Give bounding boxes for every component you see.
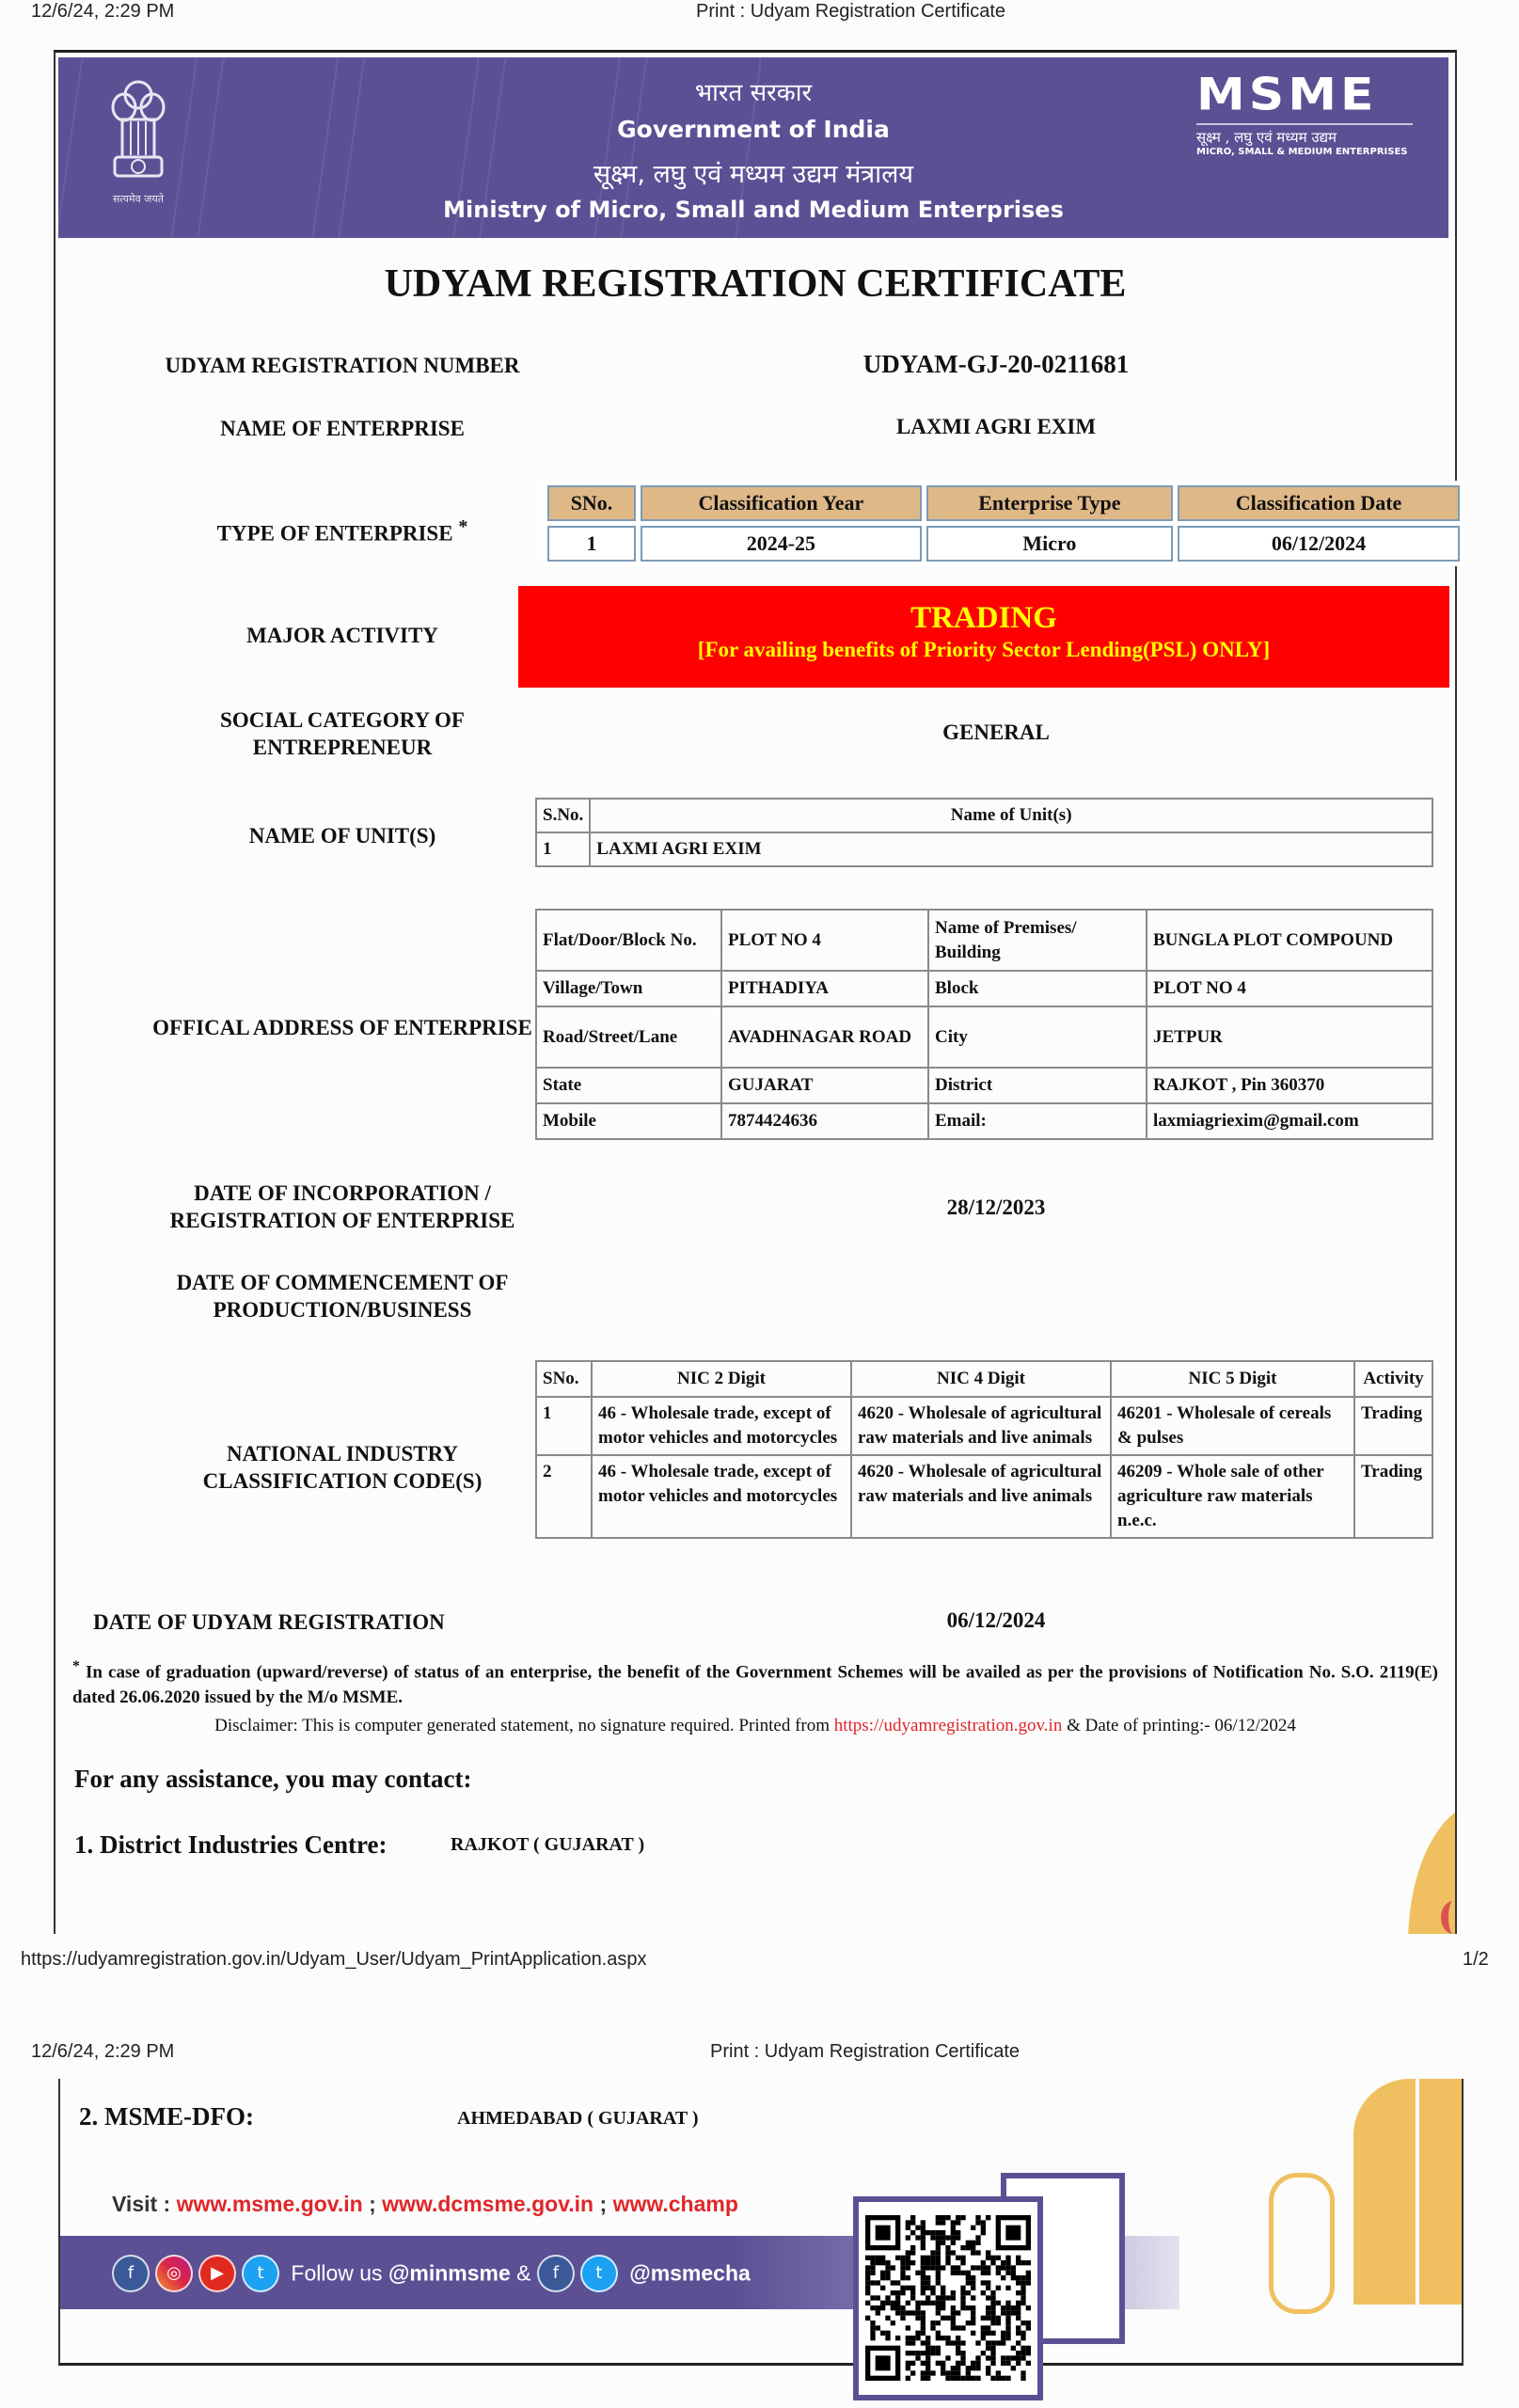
banner-hindi-govt: भारत सरकार	[694, 79, 813, 107]
champions-site-link[interactable]: www.champ	[612, 2192, 738, 2216]
handle-msmechampions[interactable]: @msmecha	[629, 2260, 751, 2286]
commencement-label	[84, 1269, 601, 1323]
classification-sno: 1	[547, 526, 636, 562]
address-value: RAJKOT , Pin 360370	[1147, 1068, 1432, 1103]
address-label: OFFICAL ADDRESS OF ENTERPRISE	[152, 1016, 532, 1039]
address-value: BUNGLA PLOT COMPOUND	[1147, 910, 1432, 971]
commencement-label-line1: DATE OF COMMENCEMENT OF	[176, 1271, 509, 1294]
address-value: GUJARAT	[721, 1068, 928, 1103]
nic-table	[535, 1360, 1433, 1539]
social-category-label	[84, 706, 601, 761]
nic-activity: Trading	[1354, 1455, 1432, 1538]
certificate-frame	[54, 50, 1457, 1934]
handle-minmsme[interactable]: @minmsme	[388, 2260, 511, 2286]
footnote	[72, 1654, 1438, 1710]
disclaimer-text: Disclaimer: This is computer generated statement, no signature required. Printed from	[214, 1716, 834, 1735]
decorative-line	[1416, 2079, 1419, 2305]
footnote-mark: *	[72, 1658, 80, 1674]
classification-year: 2024-25	[641, 526, 922, 562]
udyam-date-label	[93, 1608, 554, 1636]
registration-number-label: UDYAM REGISTRATION NUMBER	[165, 354, 520, 377]
msme-logo-text: MSME	[1196, 70, 1378, 120]
address-row	[536, 1006, 1432, 1068]
units-header: S.No.	[536, 799, 590, 832]
nic-4-digit: 4620 - Wholesale of agricultural raw materials and live animals	[851, 1455, 1111, 1538]
print-datetime-page2: 12/6/24, 2:29 PM	[31, 2041, 175, 2062]
incorporation-date: 28/12/2023	[946, 1196, 1046, 1219]
visit-line: Visit : www.msme.gov.in ; www.dcmsme.gov.in ; www.champ	[112, 2192, 738, 2216]
address-value: JETPUR	[1147, 1006, 1432, 1068]
instagram-icon[interactable]: ◎	[155, 2255, 193, 2292]
twitter-icon[interactable]: t	[580, 2255, 618, 2292]
nic-label-line2: CLASSIFICATION CODE(S)	[202, 1469, 483, 1493]
classification-header: Enterprise Type	[926, 485, 1173, 521]
nic-2-digit: 46 - Wholesale trade, except of motor vehicles and motorcycles	[592, 1397, 851, 1455]
nic-sno: 1	[536, 1397, 592, 1455]
banner-govt: Government of India	[617, 116, 890, 143]
youtube-icon[interactable]: ▶	[198, 2255, 236, 2292]
classification-date: 06/12/2024	[1178, 526, 1460, 562]
classification-header: SNo.	[547, 485, 636, 521]
nic-header: NIC 5 Digit	[1111, 1361, 1354, 1397]
mobile-number: 7874424636	[721, 1103, 928, 1139]
enterprise-name-label: NAME OF ENTERPRISE	[220, 417, 465, 440]
udyam-date-label-text: DATE OF UDYAM REGISTRATION	[93, 1610, 445, 1634]
address-value: AVADHNAGAR ROAD	[721, 1006, 928, 1068]
dic-value: RAJKOT ( GUJARAT )	[451, 1834, 645, 1855]
banner-hindi-ministry: सूक्ष्म, लघु एवं मध्यम उद्यम मंत्रालय	[593, 160, 914, 189]
address-key: Mobile	[536, 1103, 721, 1139]
unit-sno: 1	[536, 832, 590, 866]
header-banner	[58, 57, 1448, 238]
address-key: Road/Street/Lane	[536, 1006, 721, 1068]
nic-row	[536, 1397, 1432, 1455]
nic-4-digit: 4620 - Wholesale of agricultural raw materials and live animals	[851, 1397, 1111, 1455]
qr-card	[853, 2196, 1043, 2400]
address-row	[536, 1103, 1432, 1139]
follow-us	[112, 2255, 751, 2292]
udyam-date: 06/12/2024	[946, 1608, 1046, 1632]
nic-2-digit: 46 - Wholesale trade, except of motor vehicles and motorcycles	[592, 1455, 851, 1538]
address-key: District	[928, 1068, 1147, 1103]
type-asterisk: *	[458, 516, 468, 537]
nic-header: NIC 4 Digit	[851, 1361, 1111, 1397]
nic-sno: 2	[536, 1455, 592, 1538]
msme-site-link[interactable]: www.msme.gov.in	[176, 2192, 363, 2216]
classification-row	[547, 526, 1460, 562]
address-row	[536, 910, 1432, 971]
social-category: GENERAL	[942, 721, 1050, 744]
disclaimer-date: & Date of printing:- 06/12/2024	[1062, 1716, 1296, 1735]
enterprise-type: Micro	[926, 526, 1173, 562]
incorporation-label	[84, 1180, 601, 1234]
classification-header: Classification Year	[641, 485, 922, 521]
address-row	[536, 1068, 1432, 1103]
major-activity: TRADING	[910, 601, 1057, 635]
address-table	[535, 909, 1433, 1140]
print-datetime: 12/6/24, 2:29 PM	[31, 1, 175, 22]
assistance-heading: For any assistance, you may contact:	[74, 1765, 472, 1793]
address-key: City	[928, 1006, 1147, 1068]
address-row	[536, 971, 1432, 1006]
dic-label: 1. District Industries Centre:	[74, 1830, 388, 1859]
msme-logo-english: MICRO, SMALL & MEDIUM ENTERPRISES	[1196, 147, 1408, 157]
emblem-motto: सत्यमेव जयते	[112, 193, 164, 205]
page-number: 1/2	[1463, 1949, 1489, 1970]
nic-label-line1: NATIONAL INDUSTRY	[226, 1442, 459, 1465]
social-category-label-line2: ENTREPRENEUR	[252, 736, 433, 759]
print-title-page2: Print : Udyam Registration Certificate	[710, 2041, 1021, 2062]
nic-row	[536, 1455, 1432, 1538]
address-key: Email:	[928, 1103, 1147, 1139]
udyam-portal-link[interactable]: https://udyamregistration.gov.in	[833, 1716, 1063, 1735]
incorporation-label-line2: REGISTRATION OF ENTERPRISE	[169, 1209, 515, 1232]
decorative-arc	[1399, 1802, 1455, 1934]
nic-header: SNo.	[536, 1361, 592, 1397]
visit-label: Visit :	[112, 2192, 177, 2216]
address-value: PLOT NO 4	[1147, 971, 1432, 1006]
social-category-label-line1: SOCIAL CATEGORY OF	[220, 708, 465, 732]
decorative-hex	[1269, 2173, 1335, 2314]
msme-logo-hindi: सूक्ष्म , लघु एवं मध्यम उद्यम	[1196, 129, 1337, 146]
address-key: Flat/Door/Block No.	[536, 910, 721, 971]
registration-number: UDYAM-GJ-20-0211681	[862, 350, 1130, 378]
enterprise-name: LAXMI AGRI EXIM	[895, 415, 1097, 438]
units-header: Name of Unit(s)	[590, 799, 1432, 832]
certificate-title: UDYAM REGISTRATION CERTIFICATE	[384, 262, 1127, 306]
major-activity-box	[518, 586, 1449, 688]
nic-label	[84, 1440, 601, 1495]
decorative-gold-panel	[1353, 2079, 1462, 2305]
facebook-icon[interactable]: f	[112, 2255, 150, 2292]
follow-label: Follow us	[291, 2260, 388, 2286]
nic-5-digit: 46209 - Whole sale of other agriculture raw materials n.e.c.	[1111, 1455, 1354, 1538]
address-key: Block	[928, 971, 1147, 1006]
units-table	[535, 798, 1433, 867]
address-value: PITHADIYA	[721, 971, 928, 1006]
print-url: https://udyamregistration.gov.in/Udyam_User/Udyam_PrintApplication.aspx	[21, 1949, 647, 1970]
nic-header: NIC 2 Digit	[592, 1361, 851, 1397]
address-key: Village/Town	[536, 971, 721, 1006]
email-address: laxmiagriexim@gmail.com	[1147, 1103, 1432, 1139]
footnote-text: In case of graduation (upward/reverse) of status of an enterprise, the benefit of the Government Schemes will be availed as per the provisions of Notification No. S.O. 2119(E) dated 26.06.2020 issued by the M/o MSME.	[72, 1662, 1438, 1708]
incorporation-label-line1: DATE OF INCORPORATION /	[194, 1181, 491, 1205]
type-label-text: TYPE OF ENTERPRISE	[216, 521, 453, 546]
address-key: State	[536, 1068, 721, 1103]
units-label: NAME OF UNIT(S)	[248, 824, 436, 848]
follow-amp: &	[510, 2260, 537, 2286]
banner-ministry: Ministry of Micro, Small and Medium Enterprises	[443, 197, 1064, 223]
dfo-label: 2. MSME-DFO:	[79, 2102, 254, 2131]
dcmsme-site-link[interactable]: www.dcmsme.gov.in	[382, 2192, 594, 2216]
msme-logo	[1196, 71, 1413, 157]
major-activity-label: MAJOR ACTIVITY	[246, 624, 438, 647]
unit-row	[536, 832, 1432, 866]
dfo-value: AHMEDABAD ( GUJARAT )	[457, 2108, 699, 2129]
qr-code[interactable]	[865, 2215, 1031, 2381]
classification-table	[543, 481, 1464, 566]
print-title: Print : Udyam Registration Certificate	[696, 1, 1006, 22]
address-value: PLOT NO 4	[721, 910, 928, 971]
nic-activity: Trading	[1354, 1397, 1432, 1455]
certificate-frame-page2	[58, 2079, 1464, 2366]
commencement-label-line2: PRODUCTION/BUSINESS	[213, 1298, 472, 1322]
type-of-enterprise-label	[84, 514, 601, 547]
disclaimer	[55, 1716, 1455, 1736]
classification-header: Classification Date	[1178, 485, 1460, 521]
address-key: Name of Premises/ Building	[928, 910, 1147, 971]
twitter-icon[interactable]: t	[242, 2255, 279, 2292]
facebook-icon[interactable]: f	[537, 2255, 575, 2292]
unit-name: LAXMI AGRI EXIM	[590, 832, 1432, 866]
nic-5-digit: 46201 - Wholesale of cereals & pulses	[1111, 1397, 1354, 1455]
major-activity-note: [For availing benefits of Priority Sector Lending(PSL) ONLY]	[697, 638, 1271, 661]
nic-header: Activity	[1354, 1361, 1432, 1397]
